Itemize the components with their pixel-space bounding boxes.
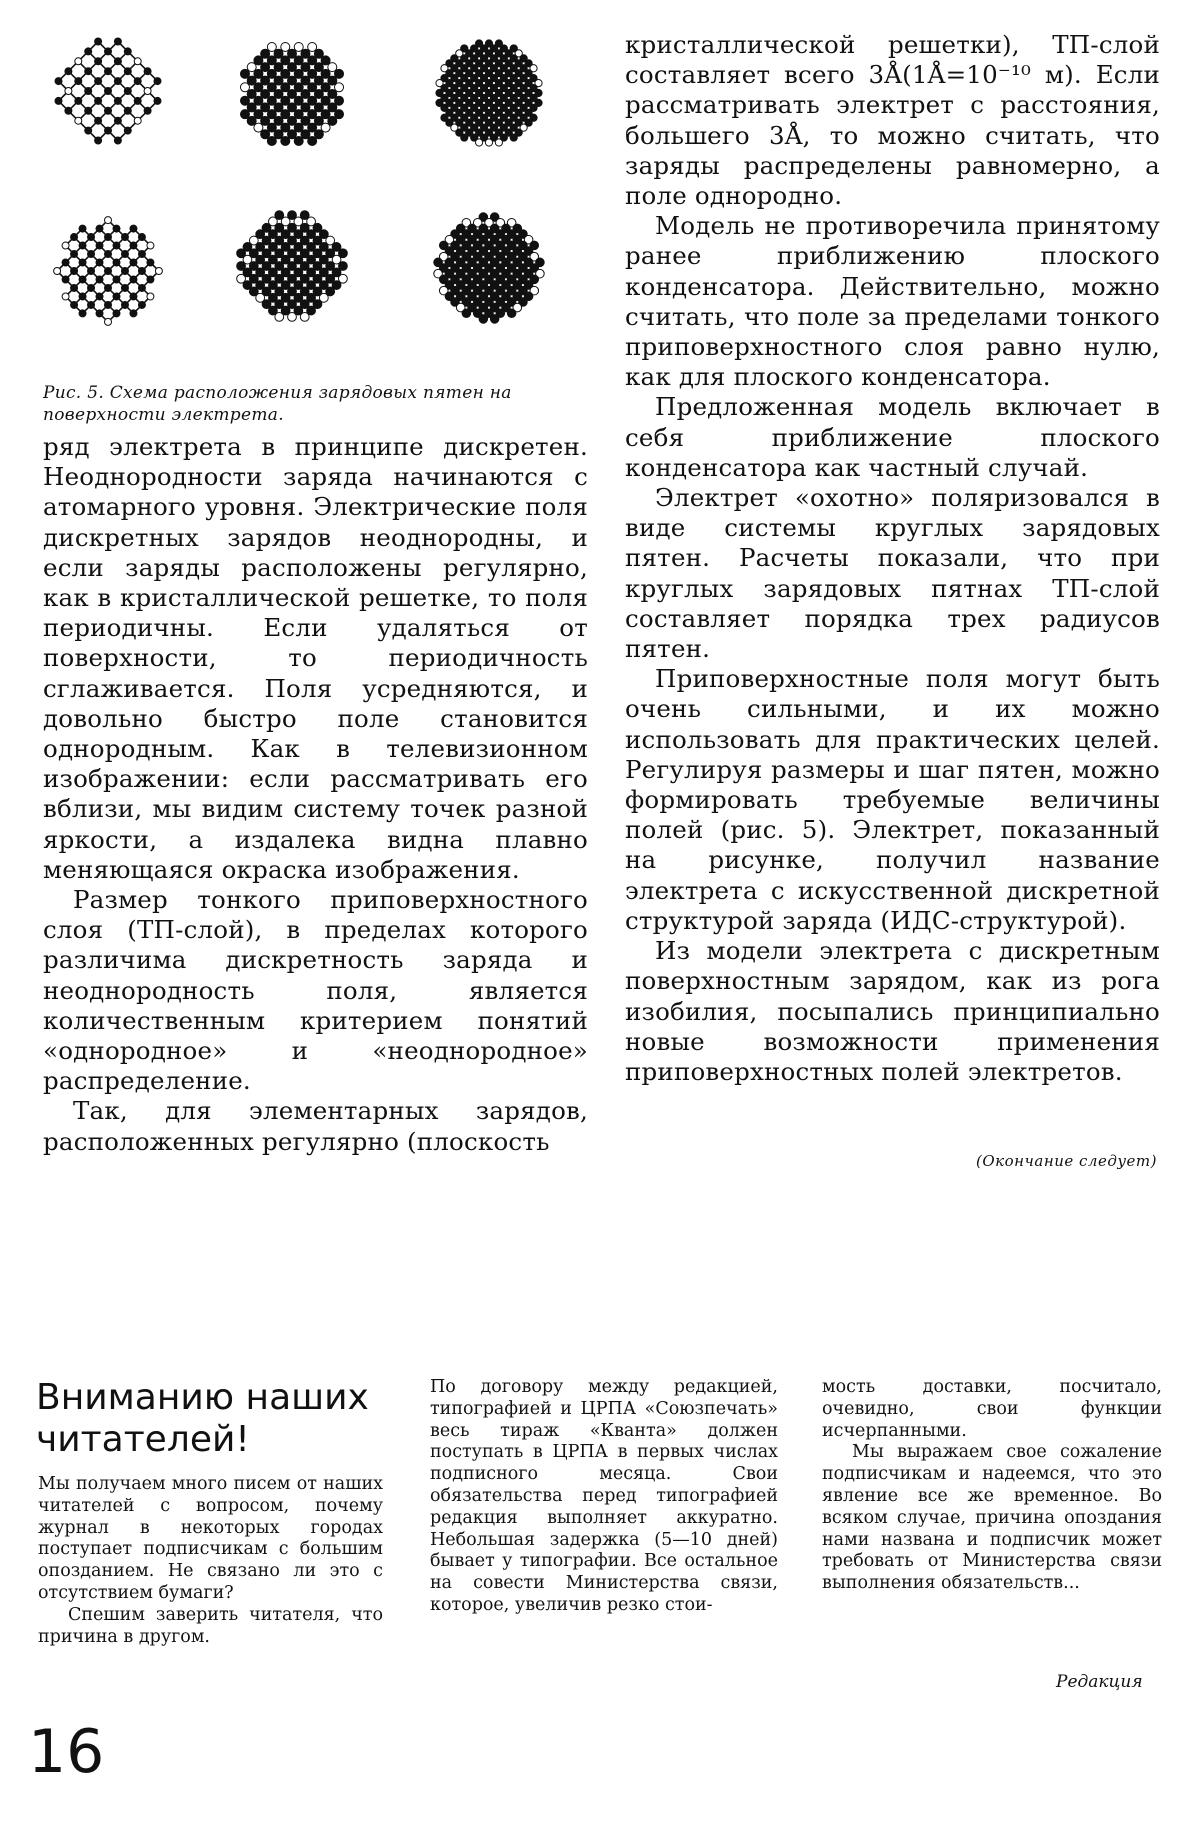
notice-col1-paragraph-1: Мы получаем много писем от наших читателей с вопросом, почему журнал в некоторых городах поступает подписчикам с большим опозданием. Не связано ли это с отсутствием бумаги? (38, 1474, 383, 1603)
lattice-panel (436, 40, 542, 146)
lattice-panel (434, 213, 544, 323)
article-left-column (43, 432, 588, 1157)
continued-note: (Окончание следует) (976, 1152, 1157, 1170)
right-paragraph-3: Предложенная модель включает в себя приближение плоского конденсатора как частный случай. (625, 392, 1160, 482)
right-paragraph-4: Электрет «охотно» поляризовался в виде системы круглых зарядовых пятен. Расчеты показали, что при круглых зарядовых пятнах ТП-слой составляет порядка трех радиусов пятен. (625, 483, 1160, 664)
right-paragraph-2: Модель не противоречила принятому ранее приближению плоского конденсатора. Действительно, можно считать, что поле за пределами тонкого приповерхностного слоя равно нулю, как для плоского конденсатора. (625, 211, 1160, 392)
notice-column-1 (38, 1474, 383, 1648)
notice-col2-paragraph-1: По договору между редакцией, типографией и ЦРПА «Союзпечать» весь тираж «Кванта» должен поступать в ЦРПА в первых числах подписного месяца. Свои обязательства перед типографией редакция выполняет аккуратно. Небольшая задержка (5—10 дней) бывает у типографии. Все остальное на совести Министерства связи, которое, увеличив резко стои- (430, 1377, 778, 1615)
lattice-panel (54, 217, 163, 326)
notice-col3-paragraph-1: мость доставки, посчитало, очевидно, свои функции исчерпанными. (822, 1377, 1162, 1441)
left-paragraph-3: Так, для элементарных зарядов, расположенных регулярно (плоскость (43, 1096, 588, 1156)
notice-signature: Редакция (1056, 1672, 1143, 1692)
notice-col3-paragraph-2: Мы выражаем свое сожаление подписчикам и надеемся, что это явление все же временное. Во всяком случае, причина опоздания нами названа и подписчик может требовать от Министерства связи выполнения обязательств... (822, 1442, 1162, 1594)
lattice-panel (237, 211, 348, 322)
left-paragraph-2: Размер тонкого приповерхностного слоя (ТП-слой), в пределах которого различима дискретность заряда и неоднородность поля, является количественным критерием понятий «однородное» и «неоднородное» распределение. (43, 885, 588, 1096)
lattice-panel (240, 42, 343, 145)
figure-caption: Рис. 5. Схема расположения зарядовых пятен на поверхности электрета. (43, 383, 512, 425)
right-paragraph-5: Приповерхностные поля могут быть очень сильными, и их можно использовать для практических целей. Регулируя размеры и шаг пятен, можно формировать требуемые величины полей (рис. 5). Электрет, показанный на рисунке, получил название электрета с искусственной дискретной структурой заряда (ИДС-структурой). (625, 664, 1160, 935)
notice-title: Вниманию наших читателей! (36, 1377, 369, 1460)
left-paragraph-1: ряд электрета в принципе дискретен. Неоднородности заряда начинаются с атомарного уровня. Электрические поля дискретных зарядов неоднородны, и если заряды расположены регулярно, как в кристаллической решетке, то поля периодичны. Если удаляться от поверхности, то периодичность сглаживается. Поля усредняются, и довольно быстро поле становится однородным. Как в телевизионном изображении: если рассматривать его вблизи, мы видим систему точек разной яркости, а издалека видна плавно меняющаяся окраска изображения. (43, 432, 588, 884)
notice-column-2 (430, 1377, 778, 1617)
page-number: 16 (28, 1717, 105, 1787)
right-paragraph-6: Из модели электрета с дискретным поверхностным зарядом, как из рога изобилия, посыпались принципиально новые возможности применения приповерхностных полей электретов. (625, 936, 1160, 1086)
right-paragraph-1: кристаллической решетки), ТП-слой составляет всего 3Å(1Å=10⁻¹⁰ м). Если рассматривать электрет с расстояния, большего 3Å, то можно считать, что заряды распределены равномерно, а поле однородно. (625, 30, 1160, 211)
notice-col1-paragraph-2: Спешим заверить читателя, что причина в другом. (38, 1604, 383, 1647)
charge-spots-figure (36, 36, 596, 346)
article-right-column (625, 30, 1160, 1087)
lattice-panel (55, 38, 161, 144)
notice-column-3 (822, 1377, 1162, 1595)
